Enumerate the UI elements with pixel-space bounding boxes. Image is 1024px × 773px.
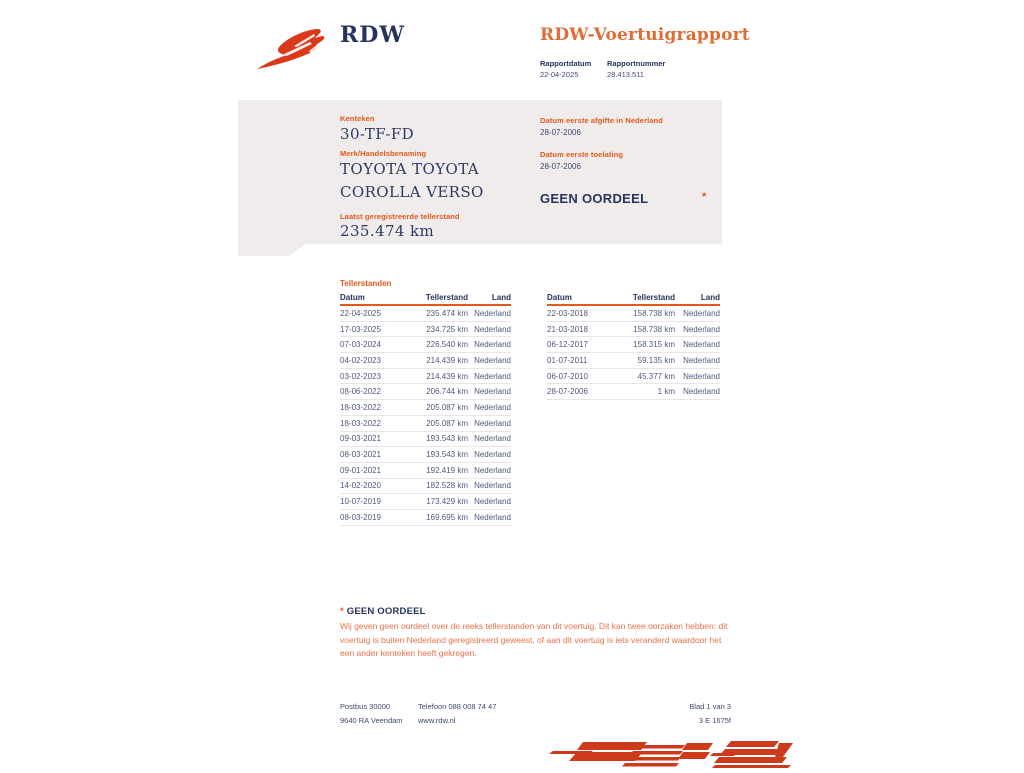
table-cell: 18-03-2022 [340, 402, 381, 412]
table-cell: 59.135 km [637, 355, 675, 365]
footer-address-line2: 9640 RA Veendam [340, 716, 403, 725]
table-cell: 1 km [657, 387, 675, 397]
table-cell: 09-03-2021 [340, 434, 381, 444]
table-cell: 08-03-2021 [340, 450, 381, 460]
table-cell: Nederland [474, 371, 511, 381]
table-cell: 06-07-2010 [547, 371, 588, 381]
table-cell: Nederland [474, 355, 511, 365]
table-row [340, 353, 511, 369]
table-cell: 158.738 km [633, 308, 675, 318]
table-row [340, 400, 511, 416]
kenteken-value: 30-TF-FD [340, 125, 415, 143]
table-cell: Nederland [474, 402, 511, 412]
column-header-datum: Datum [340, 293, 365, 302]
table-cell: 205.087 km [426, 402, 468, 412]
table-cell: Nederland [474, 308, 511, 318]
table-cell: 22-03-2018 [547, 308, 588, 318]
report-date-label: Rapportdatum [540, 59, 592, 68]
report-date-value: 22-04-2025 [540, 70, 579, 79]
table-cell: 09-01-2021 [340, 465, 381, 475]
merk-value-line1: TOYOTA TOYOTA [340, 160, 480, 178]
asterisk-icon: * [340, 606, 344, 617]
table-cell: Nederland [683, 355, 720, 365]
table-row [547, 337, 720, 353]
table-cell: 45.377 km [637, 371, 675, 381]
footnote-title-text: GEEN OORDEEL [346, 606, 426, 617]
table-cell: 235.474 km [426, 308, 468, 318]
table-cell: 08-06-2022 [340, 387, 381, 397]
table-row [340, 337, 511, 353]
tellerstanden-section-title: Tellerstanden [340, 279, 392, 288]
footer-form-code: 3 E 1675f [698, 716, 731, 725]
toelating-value: 28-07-2006 [540, 162, 581, 171]
table-row [547, 384, 720, 400]
table-cell: 28-07-2006 [547, 387, 588, 397]
rdw-wing-icon [254, 26, 334, 74]
table-row [340, 322, 511, 338]
table-cell: 18-03-2022 [340, 418, 381, 428]
table-header-row [340, 291, 511, 306]
table-cell: Nederland [683, 340, 720, 350]
rdw-logo-text: RDW [340, 22, 406, 48]
table-cell: 14-02-2020 [340, 481, 381, 491]
toelating-label: Datum eerste toelating [540, 150, 624, 159]
table-cell: Nederland [474, 497, 511, 507]
table-row [340, 479, 511, 495]
table-header-row [547, 291, 720, 306]
table-cell: 173.429 km [426, 497, 468, 507]
column-header-tellerstand: Tellerstand [425, 293, 468, 302]
table-cell: 10-07-2019 [340, 497, 381, 507]
table-cell: 158.315 km [633, 340, 675, 350]
table-cell: 01-07-2011 [547, 355, 588, 365]
table-row [340, 369, 511, 385]
table-cell: 192.419 km [426, 465, 468, 475]
merk-label: Merk/Handelsbenaming [340, 149, 427, 158]
afgifte-value: 28-07-2006 [540, 128, 581, 137]
tellerstand-value: 235.474 km [340, 222, 435, 240]
footer-website: www.rdw.nl [418, 716, 456, 725]
table-cell: 158.738 km [633, 324, 675, 334]
table-cell: 22-04-2025 [340, 308, 381, 318]
table-cell: 182.528 km [426, 481, 468, 491]
table-row [340, 432, 511, 448]
table-cell: Nederland [474, 324, 511, 334]
table-row [340, 463, 511, 479]
table-row [340, 510, 511, 526]
table-cell: 04-02-2023 [340, 355, 381, 365]
table-cell: 08-03-2019 [340, 512, 381, 522]
footer-address-line1: Postbus 30000 [340, 702, 391, 711]
oordeel-status: GEEN OORDEEL [540, 191, 649, 206]
column-header-datum: Datum [547, 293, 572, 302]
rdw-footer-stripes-icon [547, 737, 795, 768]
table-row [547, 306, 720, 322]
footnote-title [340, 606, 426, 617]
table-body [547, 306, 720, 400]
table-row [547, 322, 720, 338]
table-row [340, 306, 511, 322]
table-cell: 17-03-2025 [340, 324, 381, 334]
footer-page-number: Blad 1 van 3 [689, 702, 731, 711]
table-cell: Nederland [474, 418, 511, 428]
table-cell: 03-02-2023 [340, 371, 381, 381]
table-cell: Nederland [474, 387, 511, 397]
table-cell: 226.540 km [426, 340, 468, 350]
table-cell: 193.543 km [426, 434, 468, 444]
asterisk-icon: * [702, 191, 707, 203]
kenteken-label: Kenteken [340, 114, 375, 123]
table-row [340, 447, 511, 463]
table-cell: 07-03-2024 [340, 340, 381, 350]
table-cell: Nederland [474, 450, 511, 460]
table-row [340, 416, 511, 432]
table-cell: 205.087 km [426, 418, 468, 428]
table-cell: Nederland [683, 324, 720, 334]
tellerstand-label: Laatst geregistreerde tellerstand [340, 212, 460, 221]
table-cell: 214.439 km [426, 355, 468, 365]
footnote-body: Wij geven geen oordeel over de reeks tellerstanden van dit voertuig. Dit kan twee oorzaken hebben: dit voertuig is buiten Nederland geregistreerd geweest, of aan dit voertuig is iets veranderd waardoor het een ander kenteken heeft gekregen. [340, 621, 728, 658]
table-cell: Nederland [683, 387, 720, 397]
table-cell: 234.725 km [426, 324, 468, 334]
table-row [340, 494, 511, 510]
tellerstanden-table-left [340, 291, 511, 526]
table-row [547, 353, 720, 369]
table-cell: Nederland [474, 340, 511, 350]
table-cell: Nederland [474, 481, 511, 491]
table-cell: 193.543 km [426, 450, 468, 460]
report-number-value: 28.413.511 [607, 70, 644, 79]
table-cell: Nederland [474, 512, 511, 522]
table-cell: 169.695 km [426, 512, 468, 522]
page-title: RDW-Voertuigrapport [540, 25, 750, 45]
afgifte-label: Datum eerste afgifte in Nederland [540, 116, 663, 125]
merk-value-line2: COROLLA VERSO [340, 183, 484, 201]
table-cell: Nederland [474, 465, 511, 475]
table-cell: Nederland [474, 434, 511, 444]
table-row [547, 369, 720, 385]
report-number-label: Rapportnummer [607, 59, 666, 68]
tellerstanden-table-right [547, 291, 720, 400]
column-header-land: Land [700, 293, 720, 302]
table-cell: 206.744 km [426, 387, 468, 397]
column-header-tellerstand: Tellerstand [632, 293, 675, 302]
footer-phone: Telefoon 088 008 74 47 [418, 702, 497, 711]
table-cell: 21-03-2018 [547, 324, 588, 334]
table-cell: Nederland [683, 308, 720, 318]
table-body [340, 306, 511, 526]
table-cell: 214.439 km [426, 371, 468, 381]
table-cell: Nederland [683, 371, 720, 381]
column-header-land: Land [491, 293, 511, 302]
table-cell: 06-12-2017 [547, 340, 588, 350]
table-row [340, 384, 511, 400]
